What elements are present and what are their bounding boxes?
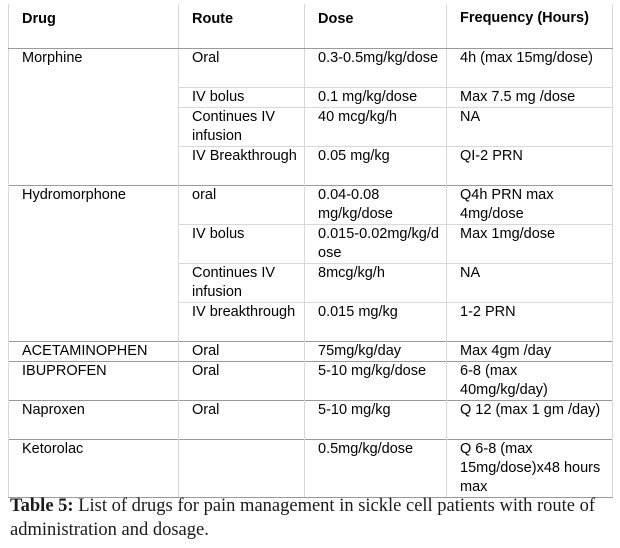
caption-label: Table 5:: [10, 496, 74, 516]
table-row: [9, 440, 613, 498]
drug-table: [8, 4, 613, 498]
table-row: [9, 342, 613, 362]
dose-cell: 0.04-0.08 mg/kg/dose: [305, 186, 447, 225]
dose-cell: 5-10 mg/kg/dose: [305, 362, 447, 401]
dose-cell: 0.3-0.5mg/kg/dose: [305, 49, 447, 88]
route-cell: Oral: [179, 49, 305, 88]
drug-name-hydromorphone: Hydromorphone: [9, 186, 179, 342]
header-route: Route: [179, 4, 305, 49]
frequency-cell: 6-8 (max 40mg/kg/day): [447, 362, 613, 401]
drug-name-ketorolac: Ketorolac: [9, 440, 179, 498]
route-cell: IV bolus: [179, 225, 305, 264]
route-cell: Oral: [179, 362, 305, 401]
header-drug: Drug: [9, 4, 179, 49]
dose-cell: 5-10 mg/kg: [305, 401, 447, 440]
route-cell: Oral: [179, 401, 305, 440]
drug-name-naproxen: Naproxen: [9, 401, 179, 440]
dose-cell: 40 mcg/kg/h: [305, 108, 447, 147]
route-cell: Continues IV infusion: [179, 108, 305, 147]
drug-name-morphine: Morphine: [9, 49, 179, 186]
frequency-cell: QI-2 PRN: [447, 147, 613, 186]
header-frequency: Frequency (Hours): [447, 4, 613, 49]
dose-cell: 8mcg/kg/h: [305, 264, 447, 303]
frequency-cell: Max 7.5 mg /dose: [447, 88, 613, 108]
route-cell: oral: [179, 186, 305, 225]
dose-cell: 0.015-0.02mg/kg/dose: [305, 225, 447, 264]
drug-name-ibuprofen: IBUPROFEN: [9, 362, 179, 401]
frequency-cell: Q4h PRN max 4mg/dose: [447, 186, 613, 225]
frequency-cell: 4h (max 15mg/dose): [447, 49, 613, 88]
dose-cell: 0.05 mg/kg: [305, 147, 447, 186]
dose-cell: 0.5mg/kg/dose: [305, 440, 447, 498]
table-row: [9, 49, 613, 88]
table-row: [9, 401, 613, 440]
header-dose: Dose: [305, 4, 447, 49]
dose-cell: 0.015 mg/kg: [305, 303, 447, 342]
frequency-cell: NA: [447, 264, 613, 303]
dose-cell: 0.1 mg/kg/dose: [305, 88, 447, 108]
dose-cell: 75mg/kg/day: [305, 342, 447, 362]
frequency-cell: Q 12 (max 1 gm /day): [447, 401, 613, 440]
route-cell: [179, 440, 305, 498]
route-cell: IV bolus: [179, 88, 305, 108]
route-cell: Oral: [179, 342, 305, 362]
route-cell: Continues IV infusion: [179, 264, 305, 303]
route-cell: IV Breakthrough: [179, 147, 305, 186]
frequency-cell: Q 6-8 (max 15mg/dose)x48 hours max: [447, 440, 613, 498]
caption-text: List of drugs for pain management in sickle cell patients with route of administration and dosage.: [10, 496, 596, 540]
table-caption: [10, 494, 610, 542]
frequency-cell: NA: [447, 108, 613, 147]
route-cell: IV breakthrough: [179, 303, 305, 342]
frequency-cell: 1-2 PRN: [447, 303, 613, 342]
table-row: [9, 362, 613, 401]
table-row: [9, 186, 613, 225]
drug-name-acetaminophen: ACETAMINOPHEN: [9, 342, 179, 362]
frequency-cell: Max 4gm /day: [447, 342, 613, 362]
table-header-row: [9, 4, 613, 49]
frequency-cell: Max 1mg/dose: [447, 225, 613, 264]
